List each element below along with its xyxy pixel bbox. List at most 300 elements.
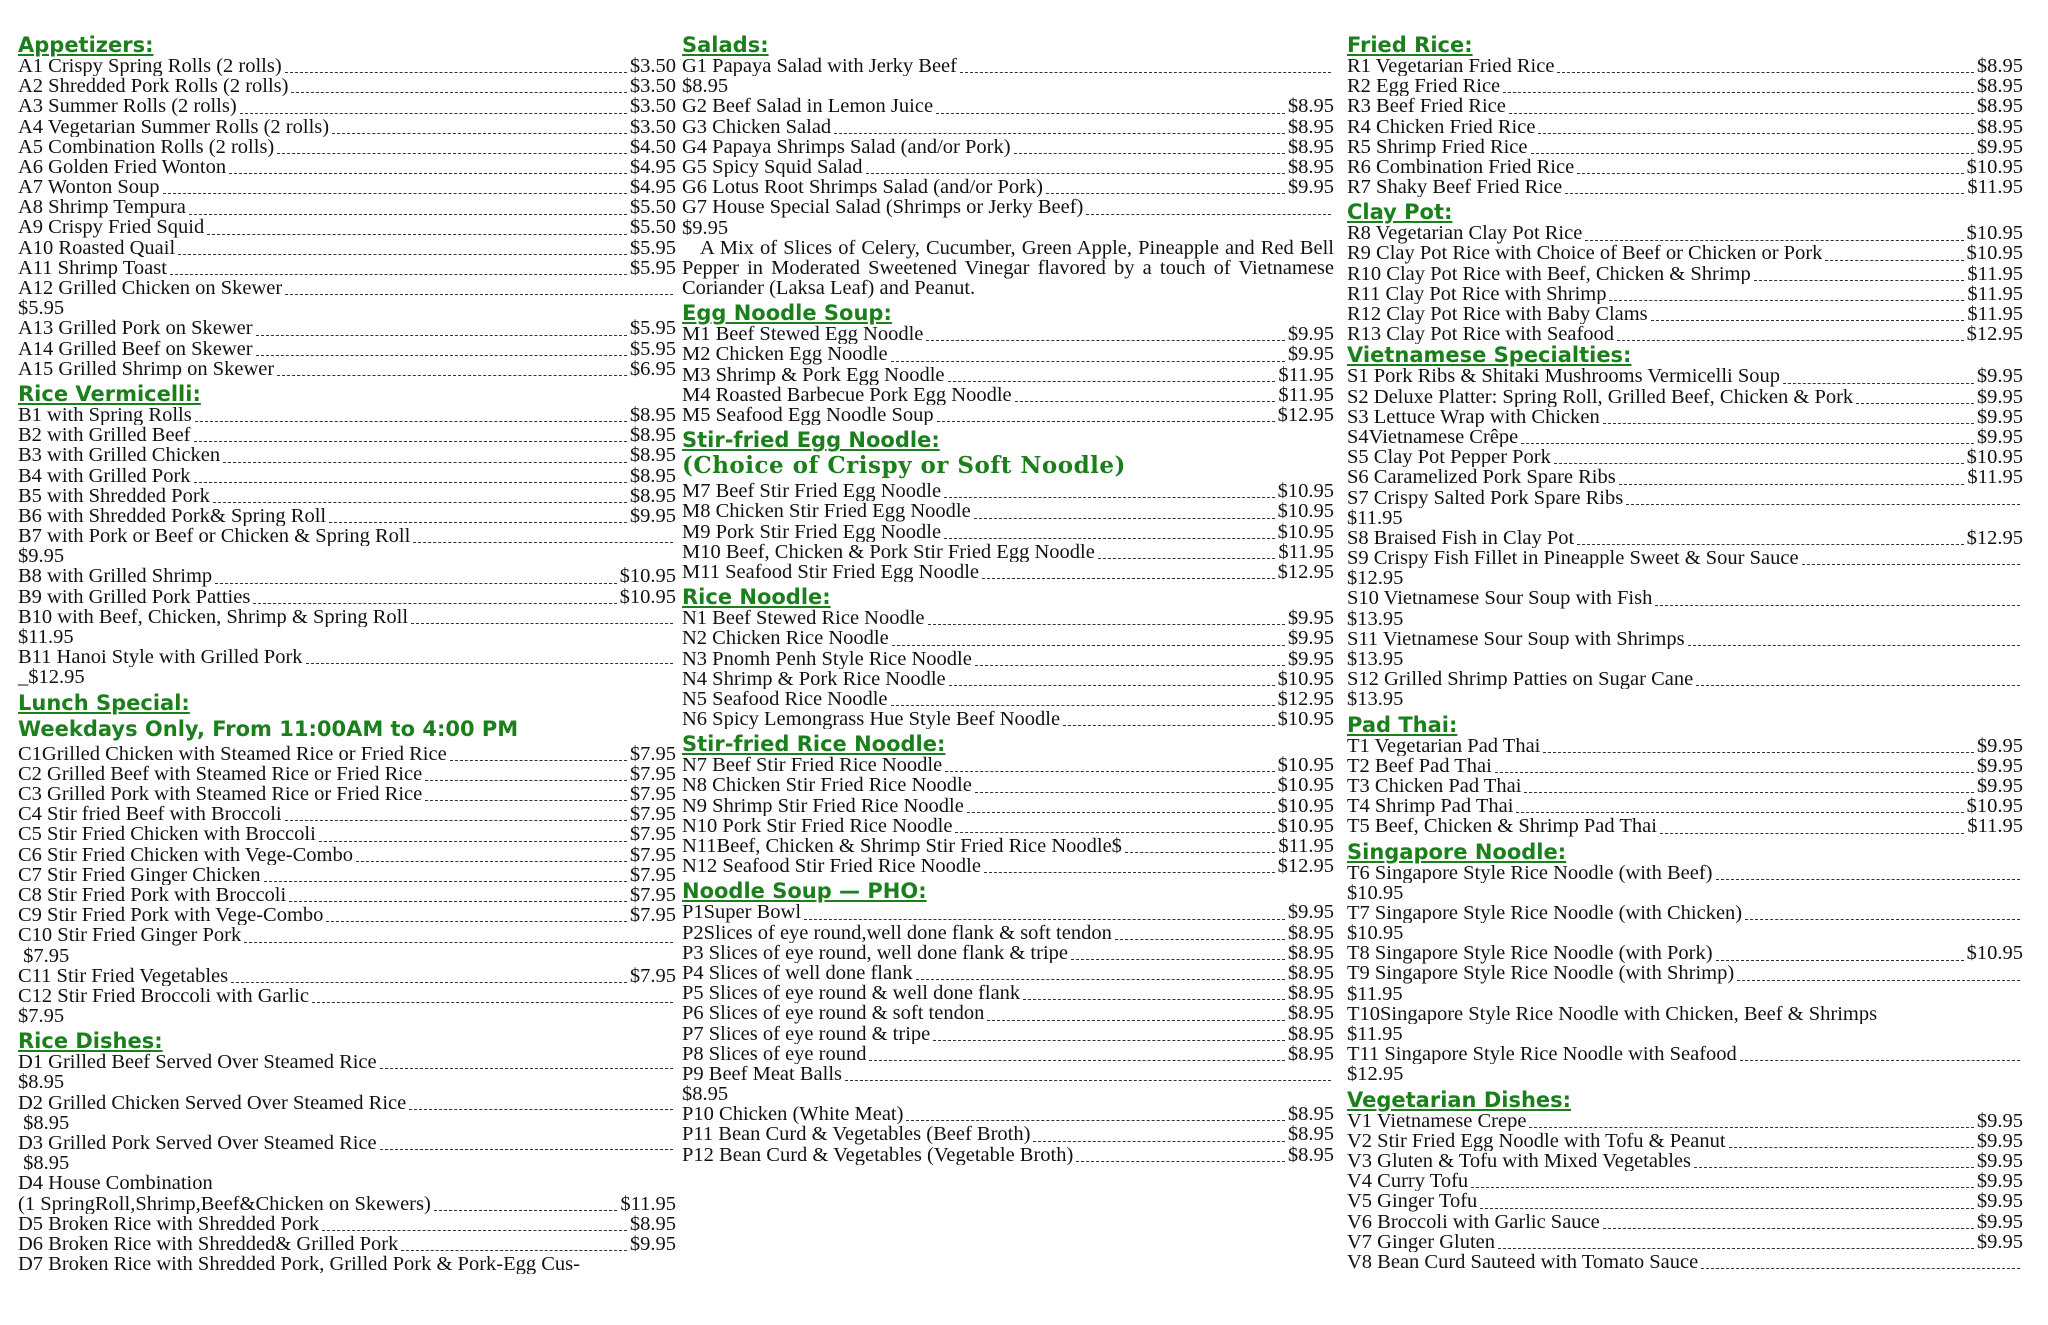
menu-item — [682, 608, 1334, 628]
menu-item-price: $12.95 — [1966, 526, 2023, 549]
menu-item-price: $10.95 — [1966, 242, 2023, 265]
menu-item-name: M7 Beef Stir Fried Egg Noodle — [682, 481, 942, 502]
menu-item — [1347, 407, 2023, 427]
section-title-fried-rice: Fried Rice: — [1347, 33, 1473, 57]
dotted-leader — [380, 1148, 673, 1150]
menu-item-price: $11.95 — [620, 1192, 676, 1215]
pho-list — [682, 902, 1334, 1164]
menu-item-price: $9.95 — [682, 216, 729, 239]
menu-item-name: A15 Grilled Shrimp on Skewer — [18, 358, 275, 379]
menu-item-name: M4 Roasted Barbecue Pork Egg Noodle — [682, 384, 1012, 406]
menu-item — [18, 607, 676, 627]
menu-item-name: R1 Vegetarian Fried Rice — [1347, 55, 1555, 77]
dotted-leader — [163, 192, 627, 194]
menu-item — [18, 359, 676, 379]
dotted-leader — [984, 871, 1275, 873]
menu-item-name: C8 Stir Fried Pork with Broccoli — [18, 884, 287, 906]
menu-item-price: $10.95 — [1277, 708, 1334, 731]
dotted-leader — [213, 501, 627, 503]
dotted-leader — [240, 112, 627, 114]
menu-item-name: S5 Clay Pot Pepper Pork — [1347, 447, 1551, 468]
menu-item-price: $5.95 — [629, 256, 676, 279]
menu-item — [682, 628, 1334, 648]
menu-item-name: S10 Vietnamese Sour Soup with Fish — [1347, 588, 1653, 609]
menu-item-price: $10.95 — [1966, 446, 2023, 469]
menu-item-price: $8.95 — [1287, 95, 1334, 118]
dotted-leader — [982, 577, 1275, 579]
dotted-leader — [1531, 152, 1974, 154]
menu-item-name: B4 with Grilled Pork — [18, 465, 191, 486]
menu-item — [1347, 96, 2023, 116]
menu-item-price: $11.95 — [1967, 815, 2023, 838]
menu-item — [682, 649, 1334, 669]
menu-item-name: M5 Seafood Egg Noodle Soup — [682, 405, 934, 426]
menu-item-name: R2 Egg Fried Rice — [1347, 76, 1501, 97]
menu-item — [1347, 1131, 2023, 1151]
menu-item-price: $9.95 — [18, 545, 65, 568]
menu-item-name: M11 Seafood Stir Fried Egg Noodle — [682, 561, 980, 583]
dotted-leader — [955, 831, 1274, 833]
dotted-leader — [1033, 1140, 1284, 1142]
section-title-pho: Noodle Soup — PHO: — [682, 879, 927, 904]
section-title-egg-noodle-soup: Egg Noodle Soup: — [682, 301, 892, 326]
dotted-leader — [1701, 1267, 2020, 1269]
menu-item-name: A3 Summer Rolls (2 rolls) — [18, 96, 237, 117]
stir-fried-egg-noodle-choice: (Choice of Crispy or Soft Noodle) — [682, 452, 1126, 480]
menu-item — [682, 1145, 1334, 1165]
menu-item-name: N10 Pork Stir Fried Rice Noodle — [682, 815, 953, 837]
menu-item-price: $8.95 — [18, 1111, 70, 1134]
dotted-leader — [948, 380, 1276, 382]
menu-item-name: B8 with Grilled Shrimp — [18, 566, 213, 587]
menu-item-name: P9 Beef Meat Balls — [682, 1063, 842, 1085]
menu-item-name: P2Slices of eye round,well done flank & soft tendon — [682, 922, 1112, 943]
menu-item — [682, 796, 1334, 816]
fried-rice-list — [1347, 56, 2023, 197]
menu-item-name: T5 Beef, Chicken & Shrimp Pad Thai — [1347, 816, 1657, 837]
salads-list — [682, 56, 1334, 238]
dotted-leader — [1737, 979, 2020, 981]
dotted-leader — [1014, 152, 1285, 154]
dotted-leader — [289, 900, 627, 902]
menu-item — [682, 923, 1334, 943]
dotted-leader — [1694, 1166, 1974, 1168]
menu-item-price: $10.95 — [1277, 500, 1334, 523]
menu-item-name: R4 Chicken Fried Rice — [1347, 116, 1536, 137]
dotted-leader — [845, 1079, 1331, 1081]
menu-item-name: T3 Chicken Pad Thai — [1347, 775, 1522, 797]
menu-item-price: $7.95 — [18, 1005, 65, 1028]
menu-item-name: A5 Combination Rolls (2 rolls) — [18, 136, 275, 157]
dotted-leader — [409, 1108, 673, 1110]
menu-item — [682, 836, 1334, 856]
menu-item — [18, 339, 676, 359]
menu-item-price: $7.95 — [629, 823, 676, 846]
menu-item-name: T4 Shrimp Pad Thai — [1347, 796, 1514, 817]
dotted-leader — [1825, 259, 1963, 261]
menu-item — [18, 238, 676, 258]
menu-item-name: D2 Grilled Chicken Served Over Steamed Rice — [18, 1092, 407, 1113]
menu-item-name: N5 Seafood Rice Noodle — [682, 688, 888, 710]
menu-item — [18, 1194, 676, 1214]
dotted-leader — [332, 132, 627, 134]
menu-item-name: R9 Clay Pot Rice with Choice of Beef or Chicken or Pork — [1347, 243, 1823, 264]
menu-item-price: $8.95 — [18, 1071, 65, 1094]
menu-item-price: $12.95 — [1347, 567, 1404, 590]
menu-item-name: S1 Pork Ribs & Shitaki Mushrooms Vermicelli Soup — [1347, 366, 1781, 387]
menu-item — [18, 117, 676, 137]
menu-item-name: V1 Vietnamese Crepe — [1347, 1110, 1527, 1131]
menu-item — [18, 784, 676, 804]
menu-item — [682, 542, 1334, 562]
menu-item-name: P8 Slices of eye round — [682, 1043, 867, 1064]
menu-item — [1347, 324, 2023, 344]
menu-item-price: $12.95 — [1347, 1063, 1404, 1086]
menu-item — [18, 466, 676, 486]
menu-item-name: N2 Chicken Rice Noodle — [682, 628, 889, 649]
menu-item — [682, 137, 1334, 157]
section-title-rice-vermicelli: Rice Vermicelli: — [18, 382, 201, 406]
stir-fried-rice-noodle-list — [682, 755, 1334, 876]
dotted-leader — [434, 1209, 618, 1211]
menu-item — [682, 1104, 1334, 1124]
menu-item-name: S2 Deluxe Platter: Spring Roll, Grilled Beef, Chicken & Pork — [1347, 386, 1854, 407]
menu-item-name: B6 with Shredded Pork& Spring Roll — [18, 505, 327, 527]
menu-item-name: B5 with Shredded Pork — [18, 485, 210, 506]
menu-item-name: C9 Stir Fried Pork with Vege-Combo — [18, 905, 324, 926]
menu-item-price: $8.95 — [1976, 95, 2023, 118]
menu-item — [18, 506, 676, 526]
menu-item — [18, 925, 676, 945]
menu-item-price: $9.95 — [1287, 647, 1334, 670]
menu-item-name: P10 Chicken (White Meat) — [682, 1104, 904, 1125]
menu-item-price: $11.95 — [1967, 303, 2023, 326]
menu-item-price: $10.95 — [1966, 222, 2023, 245]
dotted-leader — [1696, 684, 2020, 686]
menu-item-price: $8.95 — [629, 444, 676, 467]
menu-item-name: R11 Clay Pot Rice with Shrimp — [1347, 283, 1607, 305]
menu-item — [1347, 964, 2023, 984]
menu-item-price: $10.95 — [1966, 942, 2023, 965]
dotted-leader — [944, 496, 1275, 498]
menu-item-name: R8 Vegetarian Clay Pot Rice — [1347, 223, 1583, 244]
menu-item — [18, 96, 676, 116]
dotted-leader — [401, 1249, 627, 1251]
menu-item — [1347, 284, 2023, 304]
section-title-salads: Salads: — [682, 33, 769, 57]
menu-item-name: A9 Crispy Fried Squid — [18, 217, 205, 238]
menu-item — [682, 385, 1334, 405]
menu-item-name: P6 Slices of eye round & soft tendon — [682, 1003, 985, 1024]
menu-item-price: $8.95 — [1287, 155, 1334, 178]
menu-item — [682, 689, 1334, 709]
menu-item — [18, 486, 676, 506]
menu-item-price: $10.95 — [1277, 754, 1334, 777]
menu-item-price: $3.50 — [629, 75, 676, 98]
dotted-leader — [960, 71, 1331, 73]
menu-item-price: $4.50 — [629, 135, 676, 158]
menu-item-name: M10 Beef, Chicken & Pork Stir Fried Egg Noodle — [682, 541, 1095, 562]
menu-item — [1347, 137, 2023, 157]
menu-item-price: $8.95 — [1976, 75, 2023, 98]
dotted-leader — [326, 920, 626, 922]
menu-item — [18, 278, 676, 298]
menu-item-name: V6 Broccoli with Garlic Sauce — [1347, 1211, 1600, 1232]
menu-item — [682, 963, 1334, 983]
dotted-leader — [413, 541, 673, 543]
menu-item-price: $12.95 — [1277, 855, 1334, 878]
dotted-leader — [411, 622, 673, 624]
menu-item — [682, 902, 1334, 922]
menu-item — [18, 905, 676, 925]
menu-item-price: $13.95 — [1347, 648, 1404, 671]
rice-vermicelli-list — [18, 405, 676, 688]
rice-noodle-list — [682, 608, 1334, 729]
menu-item-price: $11.95 — [1967, 466, 2023, 489]
menu-item — [18, 986, 676, 1006]
menu-item-name: R12 Clay Pot Rice with Baby Clams — [1347, 304, 1648, 325]
menu-item-name: P4 Slices of well done flank — [682, 962, 913, 984]
menu-item-name: A2 Shredded Pork Rolls (2 rolls) — [18, 76, 289, 97]
menu-item-name: P1Super Bowl — [682, 902, 802, 923]
vietnamese-specialties-list — [1347, 366, 2023, 709]
singapore-noodle-list — [1347, 863, 2023, 1085]
menu-item — [18, 1214, 676, 1234]
menu-item-price: $4.95 — [629, 176, 676, 199]
dotted-leader — [450, 759, 627, 761]
menu-item-name: B1 with Spring Rolls — [18, 404, 192, 426]
menu-item-price: $11.95 — [1278, 835, 1334, 858]
dotted-leader — [1660, 832, 1964, 834]
menu-item — [682, 1124, 1334, 1144]
dotted-leader — [319, 840, 627, 842]
dotted-leader — [949, 684, 1275, 686]
menu-item-name: T6 Singapore Style Rice Noodle (with Beef) — [1347, 862, 1713, 883]
dotted-leader — [834, 132, 1285, 134]
menu-item-price: $9.95 — [1287, 607, 1334, 630]
menu-item-price: $9.95 — [1976, 385, 2023, 408]
dotted-leader — [1716, 959, 1964, 961]
menu-item-price: $7.95 — [629, 782, 676, 805]
menu-item-price: $7.95 — [18, 944, 70, 967]
dotted-leader — [256, 334, 627, 336]
dotted-leader — [933, 1039, 1285, 1041]
dotted-leader — [170, 273, 627, 275]
menu-item-price: $9.95 — [1976, 1149, 2023, 1172]
menu-item-name: B9 with Grilled Pork Patties — [18, 586, 251, 607]
dotted-leader — [1498, 1247, 1974, 1249]
menu-item-price: $7.95 — [629, 843, 676, 866]
dotted-leader — [277, 152, 627, 154]
menu-item-name: P12 Bean Curd & Vegetables (Vegetable Broth) — [682, 1144, 1074, 1165]
menu-item-name: R5 Shrimp Fried Rice — [1347, 136, 1528, 157]
menu-item — [18, 845, 676, 865]
dotted-leader — [264, 880, 627, 882]
menu-item — [18, 1254, 676, 1274]
pad-thai-list — [1347, 736, 2023, 837]
menu-item-name: D5 Broken Rice with Shredded Pork — [18, 1213, 320, 1234]
menu-item-name: M1 Beef Stewed Egg Noodle — [682, 324, 924, 345]
menu-item-name: V8 Bean Curd Sauteed with Tomato Sauce — [1347, 1251, 1699, 1273]
menu-item — [682, 755, 1334, 775]
dotted-leader — [1023, 998, 1285, 1000]
menu-item — [1347, 157, 2023, 177]
lunch-special-hours: Weekdays Only, From 11:00AM to 4:00 PM — [18, 716, 519, 741]
dotted-leader — [1655, 604, 2020, 606]
section-title-pad-thai: Pad Thai: — [1347, 712, 1458, 737]
menu-item — [18, 744, 676, 764]
menu-item — [1347, 1151, 2023, 1171]
menu-item — [1347, 756, 2023, 776]
menu-item-name: A7 Wonton Soup — [18, 177, 160, 198]
dotted-leader — [1524, 791, 1973, 793]
menu-item — [18, 587, 676, 607]
dotted-leader — [291, 91, 626, 93]
menu-item-name: P7 Slices of eye round & tripe — [682, 1023, 931, 1044]
menu-item-price: $8.95 — [1287, 1103, 1334, 1126]
menu-item-price: $9.95 — [1976, 365, 2023, 388]
dotted-leader — [1740, 1059, 2020, 1061]
menu-item-price: $10.95 — [1277, 480, 1334, 503]
menu-item — [682, 983, 1334, 1003]
dotted-leader — [1716, 878, 2021, 880]
menu-item-name: A1 Crispy Spring Rolls (2 rolls) — [18, 55, 282, 77]
menu-item-name: N8 Chicken Stir Fried Rice Noodle — [682, 775, 972, 796]
menu-item-price: $8.95 — [1287, 115, 1334, 138]
menu-item-price: $7.95 — [629, 863, 676, 886]
menu-item-price: $7.95 — [629, 883, 676, 906]
menu-item-price: _$12.95 — [18, 666, 85, 689]
dotted-leader — [987, 1019, 1285, 1021]
dotted-leader — [194, 481, 627, 483]
menu-item — [18, 865, 676, 885]
dotted-leader — [1071, 958, 1285, 960]
dotted-leader — [1503, 91, 1974, 93]
dotted-leader — [866, 172, 1285, 174]
dotted-leader — [1577, 543, 1963, 545]
menu-item-price: $9.95 — [1976, 405, 2023, 428]
menu-item-name: V7 Ginger Gluten — [1347, 1231, 1496, 1252]
menu-item-name: T8 Singapore Style Rice Noodle (with Pork) — [1347, 943, 1713, 964]
menu-item-name: M8 Chicken Stir Fried Egg Noodle — [682, 501, 971, 522]
dotted-leader — [1471, 1186, 1974, 1188]
dotted-leader — [285, 71, 627, 73]
section-title-stir-fried-egg-noodle: Stir-fried Egg Noodle: — [682, 428, 940, 453]
menu-item-name: R13 Clay Pot Rice with Seafood — [1347, 324, 1615, 345]
menu-item-name: V2 Stir Fried Egg Noodle with Tofu & Peanut — [1347, 1130, 1726, 1151]
menu-item-name: A6 Golden Fried Wonton — [18, 156, 227, 178]
dotted-leader — [1802, 563, 2020, 565]
menu-item-price: $8.95 — [1287, 982, 1334, 1005]
menu-item — [682, 365, 1334, 385]
dotted-leader — [1086, 213, 1331, 215]
menu-item-name: C1Grilled Chicken with Steamed Rice or Fried Rice — [18, 743, 447, 764]
menu-item — [682, 197, 1334, 217]
menu-item — [18, 824, 676, 844]
menu-item — [1347, 1111, 2023, 1131]
menu-item — [682, 522, 1334, 542]
menu-item — [682, 669, 1334, 689]
section-title-rice-noodle: Rice Noodle: — [682, 585, 831, 610]
menu-item — [18, 526, 676, 546]
menu-item-price: $4.95 — [629, 155, 676, 178]
menu-item-name: S12 Grilled Shrimp Patties on Sugar Cane — [1347, 669, 1694, 690]
menu-item-name: S7 Crispy Salted Pork Spare Ribs — [1347, 487, 1624, 508]
menu-item-price: $5.95 — [629, 317, 676, 340]
menu-item-price: $11.95 — [1278, 363, 1334, 386]
dotted-leader — [207, 233, 627, 235]
dotted-leader — [1626, 503, 2020, 505]
menu-item-price: $8.95 — [629, 464, 676, 487]
menu-item — [18, 405, 676, 425]
dotted-leader — [356, 860, 627, 862]
section-title-clay-pot: Clay Pot: — [1347, 200, 1453, 225]
dotted-leader — [189, 213, 627, 215]
menu-item-name: C7 Stir Fried Ginger Chicken — [18, 864, 261, 885]
menu-item — [682, 501, 1334, 521]
menu-item-name: B3 with Grilled Chicken — [18, 445, 221, 466]
menu-item-price: $8.95 — [629, 1212, 676, 1235]
dotted-leader — [1125, 851, 1275, 853]
dotted-leader — [916, 978, 1285, 980]
menu-item — [18, 258, 676, 278]
dotted-leader — [285, 293, 673, 295]
menu-item-name: (1 SpringRoll,Shrimp,Beef&Chicken on Skewers) — [18, 1193, 431, 1214]
menu-item-name: S11 Vietnamese Sour Soup with Shrimps — [1347, 628, 1685, 650]
menu-item — [1347, 56, 2023, 76]
menu-item-name: G3 Chicken Salad — [682, 116, 832, 137]
menu-item — [18, 647, 676, 667]
menu-item — [1347, 629, 2023, 649]
menu-item-price: $10.95 — [1966, 155, 2023, 178]
menu-item-name: T7 Singapore Style Rice Noodle (with Chicken) — [1347, 902, 1743, 924]
dotted-leader — [1538, 132, 1973, 134]
section-title-appetizers: Appetizers: — [18, 33, 154, 57]
menu-item-name: C6 Stir Fried Chicken with Vege-Combo — [18, 844, 354, 865]
dotted-leader — [194, 440, 627, 442]
menu-item-price: $8.95 — [1287, 1123, 1334, 1146]
rice-dishes-list — [18, 1052, 676, 1274]
menu-item-price: $9.95 — [1287, 901, 1334, 924]
menu-item-name: C2 Grilled Beef with Steamed Rice or Fried Rice — [18, 763, 423, 784]
dotted-leader — [1745, 918, 2020, 920]
menu-item-name: V4 Curry Tofu — [1347, 1171, 1469, 1192]
menu-item-name: T9 Singapore Style Rice Noodle (with Shrimp) — [1347, 963, 1735, 984]
menu-item-name: B7 with Pork or Beef or Chicken & Spring Roll — [18, 526, 411, 547]
menu-item-name: G5 Spicy Squid Salad — [682, 156, 863, 178]
dotted-leader — [1554, 462, 1964, 464]
menu-item-name: B10 with Beef, Chicken, Shrimp & Spring Roll — [18, 606, 409, 628]
dotted-leader — [178, 253, 627, 255]
menu-item-price: $8.95 — [18, 1152, 70, 1175]
menu-item-name: T2 Beef Pad Thai — [1347, 755, 1492, 776]
menu-item-price: $12.95 — [1277, 687, 1334, 710]
menu-item-price: $5.95 — [629, 337, 676, 360]
menu-item — [1347, 467, 2023, 487]
menu-item-name: A8 Shrimp Tempura — [18, 197, 186, 218]
stir-fried-egg-noodle-list — [682, 481, 1334, 582]
dotted-leader — [1516, 811, 1963, 813]
menu-item-price: $8.95 — [1287, 135, 1334, 158]
menu-item — [682, 56, 1334, 76]
salad-description: A Mix of Slices of Celery, Cucumber, Green Apple, Pineapple and Red Bell Pepper in Moderated Sweetened Vinegar flavored by a touch of Vietnamese Coriander (Laksa Leaf) and Peanut. — [682, 236, 1334, 300]
menu-item-name: A12 Grilled Chicken on Skewer — [18, 278, 283, 299]
menu-item-name: S3 Lettuce Wrap with Chicken — [1347, 406, 1600, 427]
dotted-leader — [1617, 339, 1964, 341]
menu-item-name: B11 Hanoi Style with Grilled Pork — [18, 647, 303, 668]
menu-item — [1347, 117, 2023, 137]
menu-item — [18, 966, 676, 986]
